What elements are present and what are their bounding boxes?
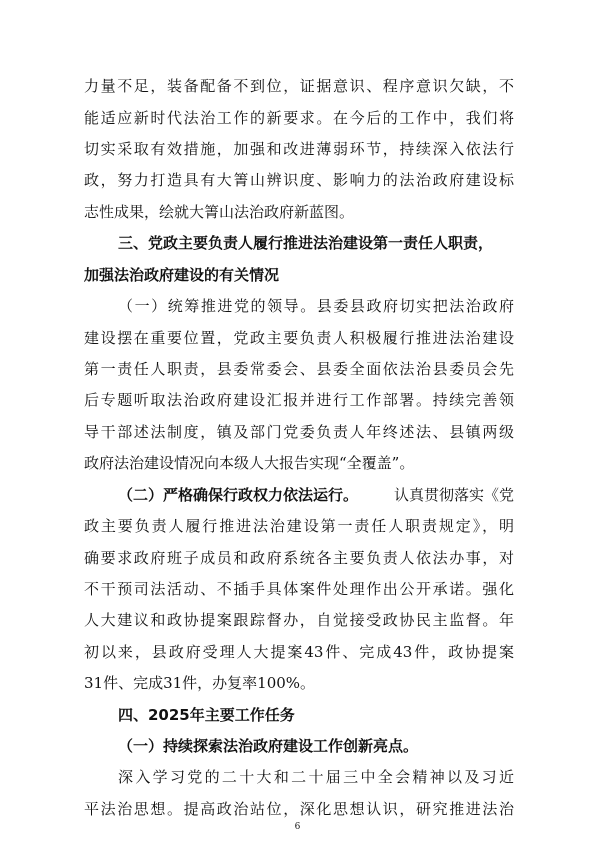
section-heading: 四、2025年主要工作任务 [118, 706, 295, 724]
body-line: 能适应新时代法治工作的新要求。在今后的工作中，我们将 [84, 109, 514, 127]
body-line: （一）统筹推进党的领导。县委县政府切实把法治政府 [118, 297, 514, 315]
section-heading: 加强法治政府建设的有关情况 [84, 266, 280, 284]
body-line: 建设摆在重要位置，党政主要负责人积极履行推进法治建设 [84, 329, 514, 347]
subheading: （一）持续探索法治政府建设工作创新亮点。 [118, 737, 419, 755]
body-line [118, 486, 514, 504]
body-line: 力量不足，装备配备不到位，证据意识、程序意识欠缺，不 [84, 77, 514, 95]
body-line: 不干预司法活动、不插手具体案件处理作出公开承诺。强化 [84, 580, 514, 598]
body-line: 确要求政府班子成员和政府系统各主要负责人依法办事，对 [84, 549, 514, 567]
subheading-lead: （二）严格确保行政权力依法运行。 [118, 486, 359, 504]
page-number: 6 [294, 822, 301, 832]
body-line: 政府法治建设情况向本级人大报告实现“全覆盖”。 [84, 454, 415, 472]
body-line: 人大建议和政协提案跟踪督办，自觉接受政协民主监督。年 [84, 611, 514, 629]
body-line: 后专题听取法治政府建设汇报并进行工作部署。持续完善领 [84, 391, 514, 409]
body-line: 政，努力打造具有大箐山辨识度、影响力的法治政府建设标 [84, 171, 514, 189]
body-line: 导干部述法制度，镇及部门党委负责人年终述法、县镇两级 [84, 423, 514, 441]
body-line: 初以来，县政府受理人大提案43件、完成43件，政协提案 [84, 643, 514, 661]
body-line: 31件、完成31件，办复率100%。 [84, 674, 316, 692]
body-line: 平法治思想。提高政治站位，深化思想认识，研究推进法治 [84, 800, 514, 818]
body-line: 深入学习党的二十大和二十届三中全会精神以及习近 [118, 768, 514, 786]
body-line: 政主要负责人履行推进法治建设第一责任人职责规定》，明 [84, 517, 514, 535]
body-text: 认真贯彻落实《党 [393, 486, 514, 504]
body-line: 志性成果，绘就大箐山法治政府新蓝图。 [84, 203, 355, 221]
section-heading: 三、党政主要负责人履行推进法治建设第一责任人职责， [118, 234, 494, 252]
body-line: 切实采取有效措施，加强和改进薄弱环节，持续深入依法行 [84, 140, 514, 158]
body-line: 第一责任人职责，县委常委会、县委全面依法治县委员会先 [84, 360, 514, 378]
